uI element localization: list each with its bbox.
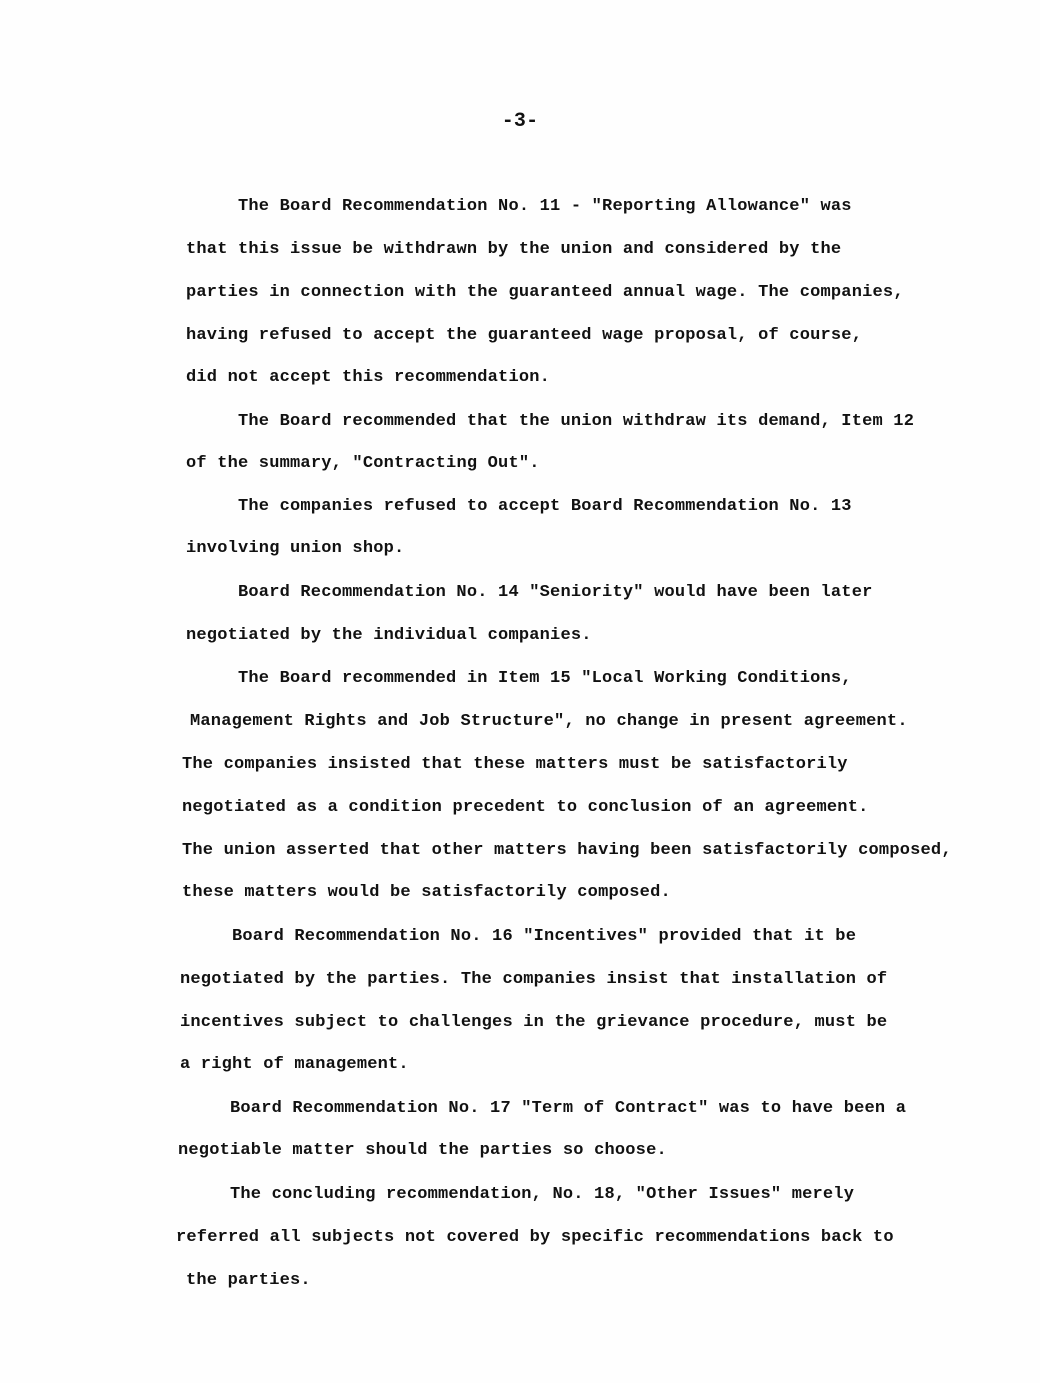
paragraph-7-line-2: negotiable matter should the parties so choose. <box>178 1141 667 1160</box>
paragraph-6-line-1: Board Recommendation No. 16 "Incentives" provided that it be <box>232 927 857 946</box>
paragraph-5-line-6: these matters would be satisfactorily composed. <box>182 883 671 902</box>
paragraph-6-line-2: negotiated by the parties. The companies insist that installation of <box>180 970 888 989</box>
paragraph-1-line-1: The Board Recommendation No. 11 - "Reporting Allowance" was <box>238 197 852 216</box>
paragraph-4-line-1: Board Recommendation No. 14 "Seniority" would have been later <box>238 583 873 602</box>
paragraph-6-line-3: incentives subject to challenges in the grievance procedure, must be <box>180 1013 888 1032</box>
paragraph-1-line-4: having refused to accept the guaranteed wage proposal, of course, <box>186 326 863 345</box>
paragraph-1-line-3: parties in connection with the guaranteed annual wage. The companies, <box>186 283 904 302</box>
paragraph-1-line-5: did not accept this recommendation. <box>186 368 551 387</box>
paragraph-5-line-1: The Board recommended in Item 15 "Local Working Conditions, <box>238 669 852 688</box>
paragraph-5-line-4: negotiated as a condition precedent to conclusion of an agreement. <box>182 798 869 817</box>
paragraph-5-line-3: The companies insisted that these matters must be satisfactorily <box>182 755 848 774</box>
paragraph-5-line-2: Management Rights and Job Structure", no change in present agreement. <box>190 712 908 731</box>
paragraph-4-line-2: negotiated by the individual companies. <box>186 626 592 645</box>
paragraph-5-line-5: The union asserted that other matters having been satisfactorily composed, <box>182 841 952 860</box>
paragraph-2-line-2: of the summary, "Contracting Out". <box>186 454 540 473</box>
paragraph-7-line-1: Board Recommendation No. 17 "Term of Contract" was to have been a <box>230 1099 907 1118</box>
paragraph-3-line-2: involving union shop. <box>186 539 405 558</box>
paragraph-8-line-2: referred all subjects not covered by specific recommendations back to <box>176 1228 894 1247</box>
paragraph-1-line-2: that this issue be withdrawn by the union and considered by the <box>186 240 842 259</box>
paragraph-2-line-1: The Board recommended that the union withdraw its demand, Item 12 <box>238 412 915 431</box>
paragraph-6-line-4: a right of management. <box>180 1055 409 1074</box>
paragraph-8-line-1: The concluding recommendation, No. 18, "Other Issues" merely <box>230 1185 855 1204</box>
page-number: -3- <box>501 110 539 133</box>
paragraph-8-line-3: the parties. <box>186 1271 311 1290</box>
paragraph-3-line-1: The companies refused to accept Board Recommendation No. 13 <box>238 497 852 516</box>
